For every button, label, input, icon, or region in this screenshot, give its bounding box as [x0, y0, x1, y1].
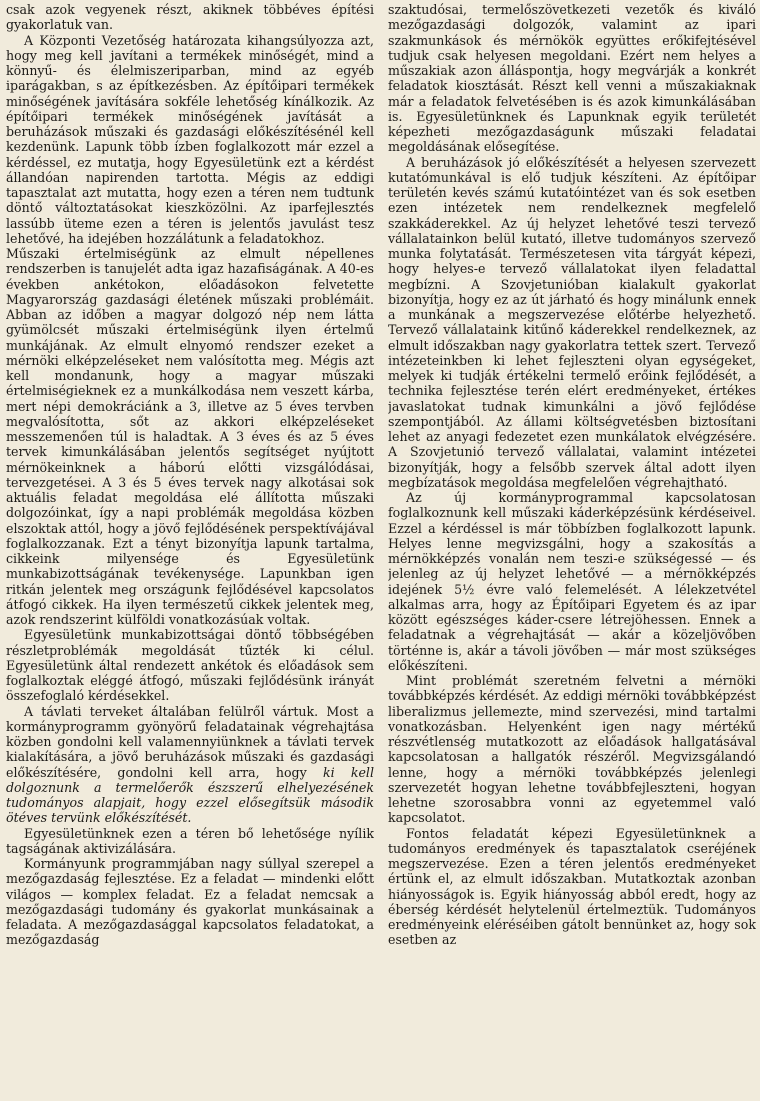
paragraph [6, 246, 374, 627]
paragraph-text: A beruházások jó előkészítését a helyesen szervezett kutatómunkával is elő tudjuk készíteni. Az építőipar területén kevés számú kutatóintézet van és sok esetben ezen intézetek nem rendelkeznek megfelelő szakkáderekkel. Az új helyzet lehetővé teszi tervező vállalatainkon belül kutató, illetve tudományos szervező munka folytatását. Természetesen vita tárgyát képezi, hogy helyes-e tervező vállalatokat ilyen feladattal megbízni. A Szovjetunióban kialakult gyakorlat bizonyítja, hogy ez az út járható és hogy minálunk ennek a munkának a megszervezése előtérbe helyezhető. Tervező vállalataink kitűnő káderekkel rendelkeznek, az elmult időszakban nagy gyakorlatra tettek szert. Tervező intézeteinkben ki lehet fejleszteni olyan egységeket, melyek ki tudják értékelni termelő erőink fejlődését, a technika fejlesztése terén elért eredményeket, értékes javaslatokat tudnak kimunkálni a jövő fejlődése szempontjából. Az állami költségvetésben biztosítani lehet az anyagi fedezetet ezen munkálatok elvégzésére. A Szovjetunió tervező vállalatai, valamint intézetei bizonyítják, hogy a felsőbb szervek által adott ilyen megbízatások megoldása megfelelően végrehajtható. [388, 154, 756, 490]
paragraph-text: A távlati terveket általában felülről vártuk. Most a kormányprogramm gyönyörű feladatainak végrehajtása közben gondolni kell valamennyiünknek a távlati tervek kialakítására, a jövő beruházások műszaki és gazdasági előkészítésére, gondolni kell arra, hogy [6, 703, 374, 780]
paragraph [6, 33, 374, 247]
paragraph [6, 2, 374, 33]
paragraph-text: Mint problémát szeretném felvetni a mérnöki továbbképzés kérdését. Az eddigi mérnöki továbbképzést liberalizmus jellemezte, mind szervezési, mind tartalmi vonatkozásban. Helyenként igen nagy mértékű részvétlenség mutatkozott az előadások hallgatásával kapcsolatosan a hallgatók részéről. Megvizsgálandó lenne, hogy a mérnöki továbbképzés jelenlegi szervezetét hogyan lehetne továbbfejleszteni, hogyan lehetne szorosabbra vonni az egyetemmel való kapcsolatot. [388, 673, 756, 826]
paragraph-text: csak azok vegyenek részt, akiknek többéves építési gyakorlatuk van. [6, 2, 374, 33]
paragraph [388, 673, 756, 826]
paragraph-text: Egyesületünknek ezen a téren bő lehetősége nyílik tagságának aktivizálására. [6, 825, 374, 856]
paragraph [388, 490, 756, 673]
paragraph [388, 155, 756, 491]
paragraph-text: szaktudósai, termelőszövetkezeti vezetők és kiváló mezőgazdasági dolgozók, valamint az ipari szakmunkások és mérnökök együttes erőkifejtésével tudjuk csak helyesen megoldani. Ezért nem helyes a műszakiak azon álláspontja, hogy megvárják a konkrét feladatok kiosztását. Részt kell venni a műszakiaknak már a feladatok felvetésében is és azok kimunkálásában is. Egyesületünknek és Lapunknak egyik területét képezheti mezőgazdaságunk műszaki feladatai megoldásának elősegítése. [388, 2, 756, 155]
paragraph-text: Műszaki értelmiségünk az elmult népellenes rendszerben is tanujelét adta igaz hazafiságának. A 40-es években ankétokon, előadásokon felvetette Magyarország gazdasági életének műszaki problémáit. Abban az időben a magyar dolgozó nép nem látta gyümölcsét műszaki értelmiségünk ilyen értelmű munkájának. Az elmult elnyomó rendszer ezeket a mérnöki elképzeléseket nem valósította meg. Mégis azt kell mondanunk, hogy a magyar műszaki értelmiségieknek ez a munkálkodása nem veszett kárba, mert népi demokráciánk a 3, illetve az 5 éves tervben megvalósította, sőt az akkori elképzeléseket messzemenően túl is haladtak. A 3 éves és az 5 éves tervek kimunkálásában jelentős segítséget nyújtott mérnökeinknek a háború előtti vizsgálódásai, tervezgetései. A 3 és 5 éves tervek nagy alkotásai sok aktuális feladat megoldása elé állította műszaki dolgozóinkat, így a napi problémák megoldása közben elszoktak attól, hogy a jövő fejlődésének perspektívájával foglalkozzanak. Ezt a tényt bizonyítja lapunk tartalma, cikkeink milyensége és Egyesületünk munkabizottságának tevékenysége. Lapunkban igen ritkán jelentek meg országunk fejlődésével kapcsolatos átfogó cikkek. Ha ilyen természetű cikkek jelentek meg, azok rendszerint külföldi vonatkozásúak voltak. [6, 246, 374, 627]
paragraph [6, 704, 374, 826]
paragraph-text: Egyesületünk munkabizottságai döntő többségében részletproblémák megoldását tűzték ki célul. Egyesületünk által rendezett ankétok és előadások sem foglalkoztak eléggé átfogó, műszaki fejlődésünk irányát összefoglaló kérdésekkel. [6, 627, 374, 704]
paragraph-text: Az új kormányprogrammal kapcsolatosan foglalkoznunk kell műszaki káderképzésünk kérdéseivel. Ezzel a kérdéssel is már többízben foglalkozott lapunk. Helyes lenne megvizsgálni, hogy a szakosítás a mérnökképzés vonalán nem teszi-e szükségessé — és jelenleg az új helyzet lehetővé — a mérnökképzés idejének 5½ évre való felemelését. A lélekzetvétel alkalmas arra, hogy az Építőipari Egyetem és az ipar között egészséges káder-csere létrejöhessen. Ennek a feladatnak a végrehajtását — akár a közeljövőben történne is, akár a távoli jövőben — már most szükséges előkészíteni. [388, 490, 756, 673]
paragraph-text: A Központi Vezetőség határozata kihangsúlyozza azt, hogy meg kell javítani a termékek minőségét, mind a könnyű- és élelmiszeriparban, mind az egyéb iparágakban, s az építkezésben. Az építőipari termékek minőségének javítására sokféle lehetőség kínálkozik. Az építőipari termékek minőségének javítását a beruházások műszaki és gazdasági előkészítésénél kell kezdenünk. Lapunk több ízben foglalkozott már ezzel a kérdéssel, ez mutatja, hogy Egyesületünk ezt a kérdést állandóan napirenden tartotta. Mégis az eddigi tapasztalat azt mutatta, hogy ezen a téren nem tudtunk döntő változtatásokat kieszközölni. Az iparfejlesztés lassúbb üteme ezen a téren is jelentős javulást tesz lehetővé, ha idejében hozzálátunk a feladatokhoz. [6, 32, 374, 246]
paragraph [6, 856, 374, 948]
paragraph [388, 826, 756, 948]
paragraph [388, 2, 756, 155]
text-column-left [6, 2, 374, 1101]
emphasized-text: ki kell dolgoznunk a termelőerők észszerű elhelyezésének tudományos alapjait, hogy ezzel elősegítsük második ötéves tervünk előkészítését. [6, 764, 374, 826]
paragraph-text: Fontos feladatát képezi Egyesületünknek a tudományos eredmények és tapasztalatok cseréjének megszervezése. Ezen a téren jelentős eredményeket értünk el, az elmult időszakban. Mutatkoztak azonban hiányosságok is. Egyik hiányosság abból eredt, hogy az éberség kérdését helytelenül értelmeztük. Tudományos eredményeink eléréséiben gátolt bennünket az, hogy sok esetben az [388, 825, 756, 948]
text-column-right [388, 2, 756, 1101]
paragraph-text: Kormányunk programmjában nagy súllyal szerepel a mezőgazdaság fejlesztése. Ez a feladat — mindenki előtt világos — komplex feladat. Ez a feladat nemcsak a mezőgazdasági tudomány és gyakorlat munkásainak a feladata. A mezőgazdasággal kapcsolatos feladatokat, a mezőgazdaság [6, 856, 374, 948]
paragraph [6, 627, 374, 703]
paragraph [6, 826, 374, 857]
